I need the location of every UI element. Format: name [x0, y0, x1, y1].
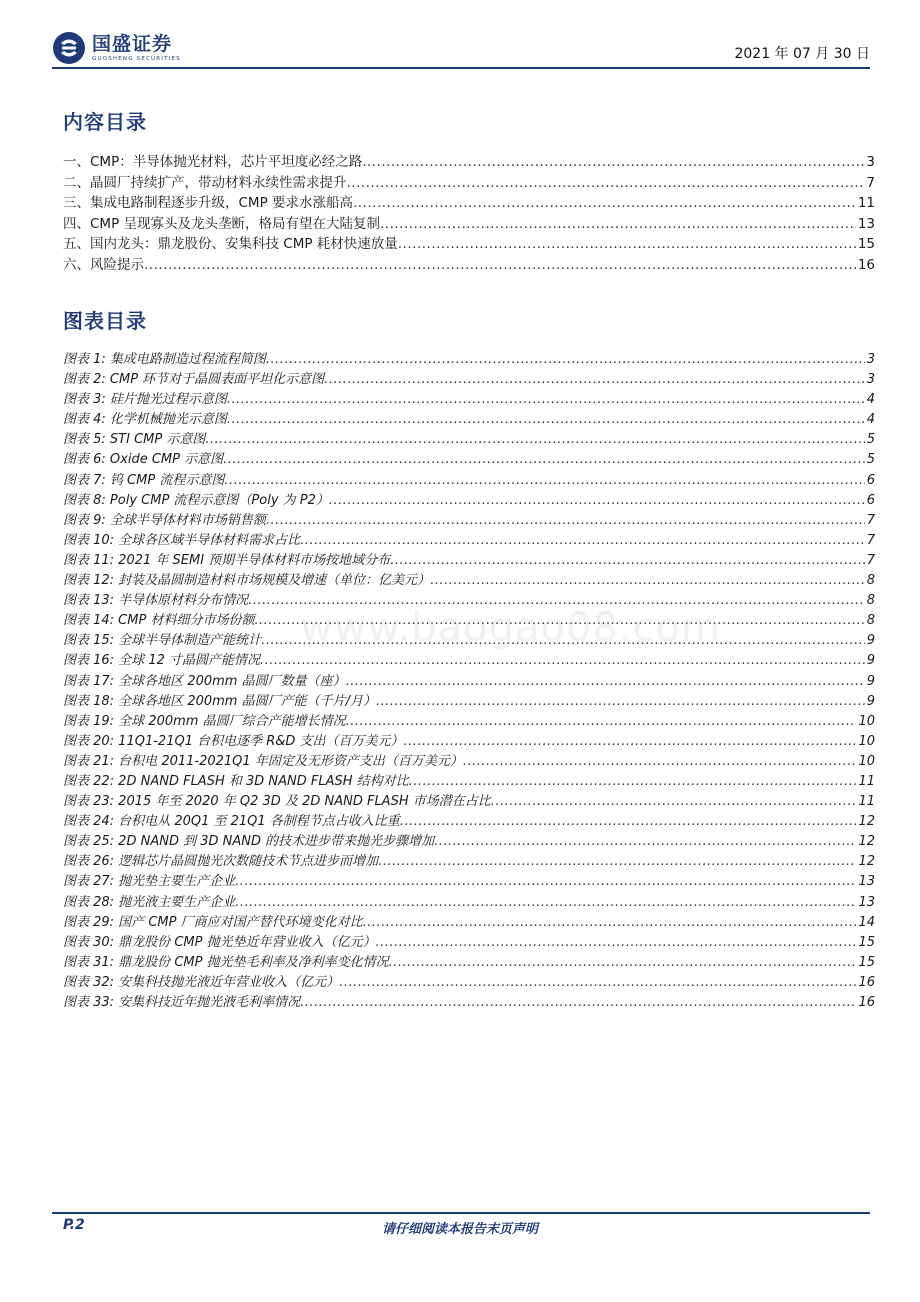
toc-entry-text[interactable]: 图表 23: 2015 年至 2020 年 Q2 3D 及 2D NAND FLASH 市场潜在占比 — [63, 794, 491, 810]
toc-leader-dots — [404, 734, 857, 749]
toc-leader-dots — [235, 874, 856, 889]
content-toc-entry[interactable] — [63, 191, 875, 212]
toc-page-number[interactable]: 10 — [858, 753, 875, 769]
toc-page-number[interactable]: 16 — [858, 995, 875, 1010]
toc-page-number[interactable]: 15 — [858, 954, 875, 970]
toc-entry-text[interactable]: 图表 30: 鼎龙股份 CMP 抛光垫近年营业收入（亿元） — [63, 934, 376, 950]
figure-toc-entry[interactable] — [63, 790, 875, 810]
figure-toc-entry[interactable] — [63, 529, 875, 549]
toc-entry-text[interactable]: 图表 7: 钨 CMP 流程示意图 — [63, 472, 225, 488]
toc-page-number[interactable]: 5 — [866, 432, 875, 448]
content-toc-entry[interactable] — [63, 253, 875, 274]
toc-leader-dots — [346, 674, 865, 689]
figure-toc-entry[interactable] — [63, 489, 875, 509]
content-toc-title: 内容目录 — [63, 110, 147, 134]
toc-page-number[interactable]: 7 — [866, 532, 875, 548]
toc-entry-text[interactable]: 图表 10: 全球各区域半导体材料需求占比 — [63, 532, 301, 548]
toc-entry-text[interactable]: 图表 21: 台积电 2011-2021Q1 年固定及无形资产支出（百万美元） — [63, 753, 463, 769]
toc-leader-dots — [227, 392, 865, 407]
toc-page-number[interactable]: 11 — [858, 794, 875, 810]
toc-page-number[interactable]: 14 — [858, 914, 875, 930]
toc-entry-text[interactable]: 图表 19: 全球 200mm 晶圆厂综合产能增长情况 — [63, 713, 346, 729]
figure-toc-entry[interactable] — [63, 448, 875, 468]
toc-page-number[interactable]: 6 — [866, 492, 875, 508]
figure-toc-entry[interactable] — [63, 830, 875, 850]
toc-entry-text[interactable]: 图表 4: 化学机械抛光示意图 — [63, 412, 227, 428]
toc-leader-dots — [329, 493, 865, 508]
toc-entry-text[interactable]: 图表 15: 全球半导体制造产能统计 — [63, 633, 262, 649]
toc-page-number[interactable]: 4 — [866, 412, 875, 428]
content-toc-entry[interactable] — [63, 150, 875, 171]
figure-toc-entry[interactable] — [63, 911, 875, 931]
toc-page-number[interactable]: 15 — [858, 934, 875, 950]
figure-toc-entry[interactable] — [63, 971, 875, 991]
toc-leader-dots — [227, 412, 865, 427]
toc-leader-dots — [339, 975, 856, 990]
toc-entry-text[interactable]: 图表 29: 国产 CMP 厂商应对国产替代环境变化对比 — [63, 914, 363, 930]
toc-entry-text[interactable]: 图表 20: 11Q1-21Q1 台积电逐季 R&D 支出（百万美元） — [63, 733, 404, 749]
figure-toc-entry[interactable] — [63, 710, 875, 730]
toc-entry-text[interactable]: 图表 12: 封装及晶圆制造材料市场规模及增速（单位：亿美元） — [63, 573, 431, 589]
figure-toc-entry[interactable] — [63, 810, 875, 830]
toc-entry-text[interactable]: 图表 24: 台积电从 20Q1 至 21Q1 各制程节点占收入比重 — [63, 814, 400, 830]
toc-leader-dots — [260, 653, 865, 668]
toc-leader-dots — [300, 995, 856, 1010]
toc-leader-dots — [430, 573, 865, 588]
toc-page-number[interactable]: 13 — [858, 874, 875, 890]
brand-name-en: GUOSHENG SECURITIES — [92, 56, 181, 62]
toc-leader-dots — [390, 553, 865, 568]
toc-leader-dots — [347, 175, 865, 191]
toc-entry-text[interactable]: 三、集成电路制程逐步升级，CMP 要求水涨船高 — [63, 195, 354, 211]
brand-name: 国盛证券 — [92, 33, 173, 55]
toc-page-number[interactable]: 8 — [866, 573, 875, 589]
toc-page-number[interactable]: 10 — [858, 713, 875, 729]
toc-leader-dots — [409, 774, 857, 789]
figure-toc-entry[interactable] — [63, 870, 875, 890]
toc-leader-dots — [491, 794, 857, 809]
content-toc-entry[interactable] — [63, 171, 875, 192]
toc-entry-text[interactable]: 图表 11: 2021 年 SEMI 预期半导体材料市场按地域分布 — [63, 552, 391, 568]
figure-toc-entry[interactable] — [63, 850, 875, 870]
footer-disclaimer: 请仔细阅读本报告末页声明 — [381, 1222, 538, 1237]
toc-entry-text[interactable]: 图表 28: 抛光液主要生产企业 — [63, 894, 236, 910]
toc-entry-text[interactable]: 一、CMP：半导体抛光材料，芯片平坦度必经之路 — [63, 154, 363, 170]
guosheng-logo-icon — [52, 31, 86, 65]
figure-toc-entry[interactable] — [63, 388, 875, 408]
toc-page-number[interactable]: 11 — [857, 195, 875, 211]
toc-entry-text[interactable]: 图表 14: CMP 材料细分市场份额 — [63, 613, 255, 629]
toc-page-number[interactable]: 9 — [866, 673, 875, 689]
toc-entry-text[interactable]: 图表 9: 全球半导体材料市场销售额 — [63, 512, 266, 528]
toc-entry-text[interactable]: 四、CMP 呈现寡头及龙头垄断，格局有望在大陆复制 — [63, 215, 381, 232]
figure-toc-entry[interactable] — [63, 951, 875, 971]
toc-page-number[interactable]: 4 — [866, 392, 875, 408]
toc-entry-text[interactable]: 图表 17: 全球各地区 200mm 晶圆厂数量（座） — [63, 673, 346, 689]
toc-leader-dots — [266, 513, 865, 528]
toc-page-number[interactable]: 10 — [858, 733, 875, 749]
toc-page-number[interactable]: 7 — [866, 552, 875, 568]
figure-toc-entry[interactable] — [63, 408, 875, 428]
toc-page-number[interactable]: 9 — [866, 693, 875, 709]
toc-page-number[interactable]: 12 — [858, 834, 875, 850]
toc-leader-dots — [324, 372, 865, 387]
toc-page-number[interactable]: 3 — [866, 154, 875, 170]
toc-entry-text[interactable]: 图表 3: 硅片抛光过程示意图 — [63, 392, 227, 408]
toc-entry-text[interactable]: 图表 5: STI CMP 示意图 — [63, 432, 206, 448]
figure-toc-entry[interactable] — [63, 891, 875, 911]
figure-toc-entry[interactable] — [63, 549, 875, 569]
toc-page-number[interactable]: 12 — [858, 814, 875, 830]
toc-entry-text[interactable]: 图表 27: 抛光垫主要生产企业 — [63, 874, 236, 890]
toc-entry-text[interactable]: 五、国内龙头：鼎龙股份、安集科技 CMP 耗材快速放量 — [63, 236, 398, 252]
toc-entry-text[interactable]: 图表 2: CMP 环节对于晶圆表面平坦化示意图 — [63, 372, 325, 388]
toc-entry-text[interactable]: 图表 26: 逻辑芯片晶圆抛光次数随技术节点进步而增加 — [63, 854, 379, 870]
footer-page-number: P.2 — [63, 1217, 85, 1233]
toc-leader-dots — [235, 895, 856, 910]
figure-toc-entry[interactable] — [63, 690, 875, 710]
toc-page-number[interactable]: 8 — [866, 613, 875, 629]
toc-entry-text[interactable]: 二、晶圆厂持续扩产，带动材料永续性需求提升 — [63, 174, 347, 191]
figure-toc-title: 图表目录 — [63, 309, 147, 333]
footer-divider — [52, 1212, 870, 1214]
toc-page-number[interactable]: 7 — [866, 174, 875, 191]
figure-toc-entry[interactable] — [63, 649, 875, 669]
toc-entry-text[interactable]: 图表 18: 全球各地区 200mm 晶圆厂产能（千片/月） — [63, 693, 376, 709]
content-toc-entry[interactable] — [63, 232, 875, 253]
toc-leader-dots — [376, 694, 865, 709]
toc-leader-dots — [463, 754, 857, 769]
figure-toc-entry[interactable] — [63, 931, 875, 951]
toc-entry-text[interactable]: 图表 13: 半导体原材料分布情况 — [63, 593, 249, 609]
content-toc-list — [63, 150, 875, 273]
toc-page-number[interactable]: 15 — [857, 236, 875, 252]
toc-page-number[interactable]: 11 — [858, 773, 875, 789]
toc-entry-text[interactable]: 图表 1: 集成电路制造过程流程简图 — [63, 352, 266, 367]
toc-leader-dots — [300, 533, 865, 548]
toc-entry-text[interactable]: 图表 31: 鼎龙股份 CMP 抛光垫毛利率及净利率变化情况 — [63, 954, 389, 970]
toc-page-number[interactable]: 13 — [858, 894, 875, 910]
toc-leader-dots — [376, 935, 857, 950]
toc-entry-text[interactable]: 图表 32: 安集科技抛光液近年营业收入（亿元） — [63, 974, 340, 990]
toc-page-number[interactable]: 3 — [866, 372, 875, 388]
toc-leader-dots — [353, 195, 856, 211]
brand-logo — [52, 28, 181, 68]
toc-leader-dots — [346, 714, 857, 729]
figure-toc-entry[interactable] — [63, 750, 875, 770]
toc-entry-text[interactable]: 图表 25: 2D NAND 到 3D NAND 的技术进步带来抛光步骤增加 — [63, 834, 435, 850]
toc-page-number[interactable]: 7 — [866, 512, 875, 528]
report-date: 2021 年 07 月 30 日 — [734, 46, 870, 62]
toc-page-number[interactable]: 16 — [857, 256, 875, 273]
toc-leader-dots — [144, 257, 856, 273]
content-toc-entry[interactable] — [63, 212, 875, 233]
figure-toc-entry[interactable] — [63, 469, 875, 489]
toc-entry-text[interactable]: 图表 22: 2D NAND FLASH 和 3D NAND FLASH 结构对比 — [63, 773, 409, 789]
figure-toc-entry[interactable] — [63, 348, 875, 368]
figure-toc-entry[interactable] — [63, 368, 875, 388]
header-divider — [52, 67, 870, 69]
toc-page-number[interactable]: 9 — [866, 633, 875, 649]
toc-page-number[interactable]: 13 — [857, 215, 875, 232]
toc-entry-text[interactable]: 六、风险提示 — [63, 256, 144, 273]
toc-leader-dots — [389, 955, 857, 970]
figure-toc-entry[interactable] — [63, 509, 875, 529]
toc-leader-dots — [266, 352, 865, 367]
toc-leader-dots — [378, 854, 856, 869]
toc-leader-dots — [362, 154, 864, 170]
toc-page-number[interactable]: 8 — [866, 593, 875, 609]
toc-page-number[interactable]: 3 — [866, 352, 875, 367]
figure-toc-list — [63, 348, 875, 1011]
toc-leader-dots — [434, 834, 856, 849]
figure-toc-entry[interactable] — [63, 428, 875, 448]
watermark: www.baogao08.com — [300, 605, 721, 651]
toc-page-number[interactable]: 12 — [858, 854, 875, 870]
toc-page-number[interactable]: 5 — [866, 452, 875, 468]
figure-toc-entry[interactable] — [63, 569, 875, 589]
toc-entry-text[interactable]: 图表 33: 安集科技近年抛光液毛利率情况 — [63, 995, 301, 1010]
toc-leader-dots — [398, 236, 856, 252]
toc-entry-text[interactable]: 图表 8: Poly CMP 流程示意图（Poly 为 P2） — [63, 492, 329, 508]
figure-toc-entry[interactable] — [63, 770, 875, 790]
figure-toc-entry[interactable] — [63, 670, 875, 690]
figure-toc-entry[interactable] — [63, 991, 875, 1011]
page-header — [52, 28, 870, 70]
toc-entry-text[interactable]: 图表 16: 全球 12 寸晶圆产能情况 — [63, 653, 260, 669]
toc-leader-dots — [205, 432, 864, 447]
figure-toc-entry[interactable] — [63, 730, 875, 750]
toc-leader-dots — [223, 452, 865, 467]
toc-page-number[interactable]: 16 — [858, 974, 875, 990]
toc-leader-dots — [224, 473, 864, 488]
toc-page-number[interactable]: 6 — [866, 472, 875, 488]
toc-leader-dots — [363, 915, 857, 930]
toc-leader-dots — [400, 814, 857, 829]
toc-entry-text[interactable]: 图表 6: Oxide CMP 示意图 — [63, 452, 224, 468]
toc-leader-dots — [380, 216, 856, 232]
toc-page-number[interactable]: 9 — [866, 653, 875, 669]
